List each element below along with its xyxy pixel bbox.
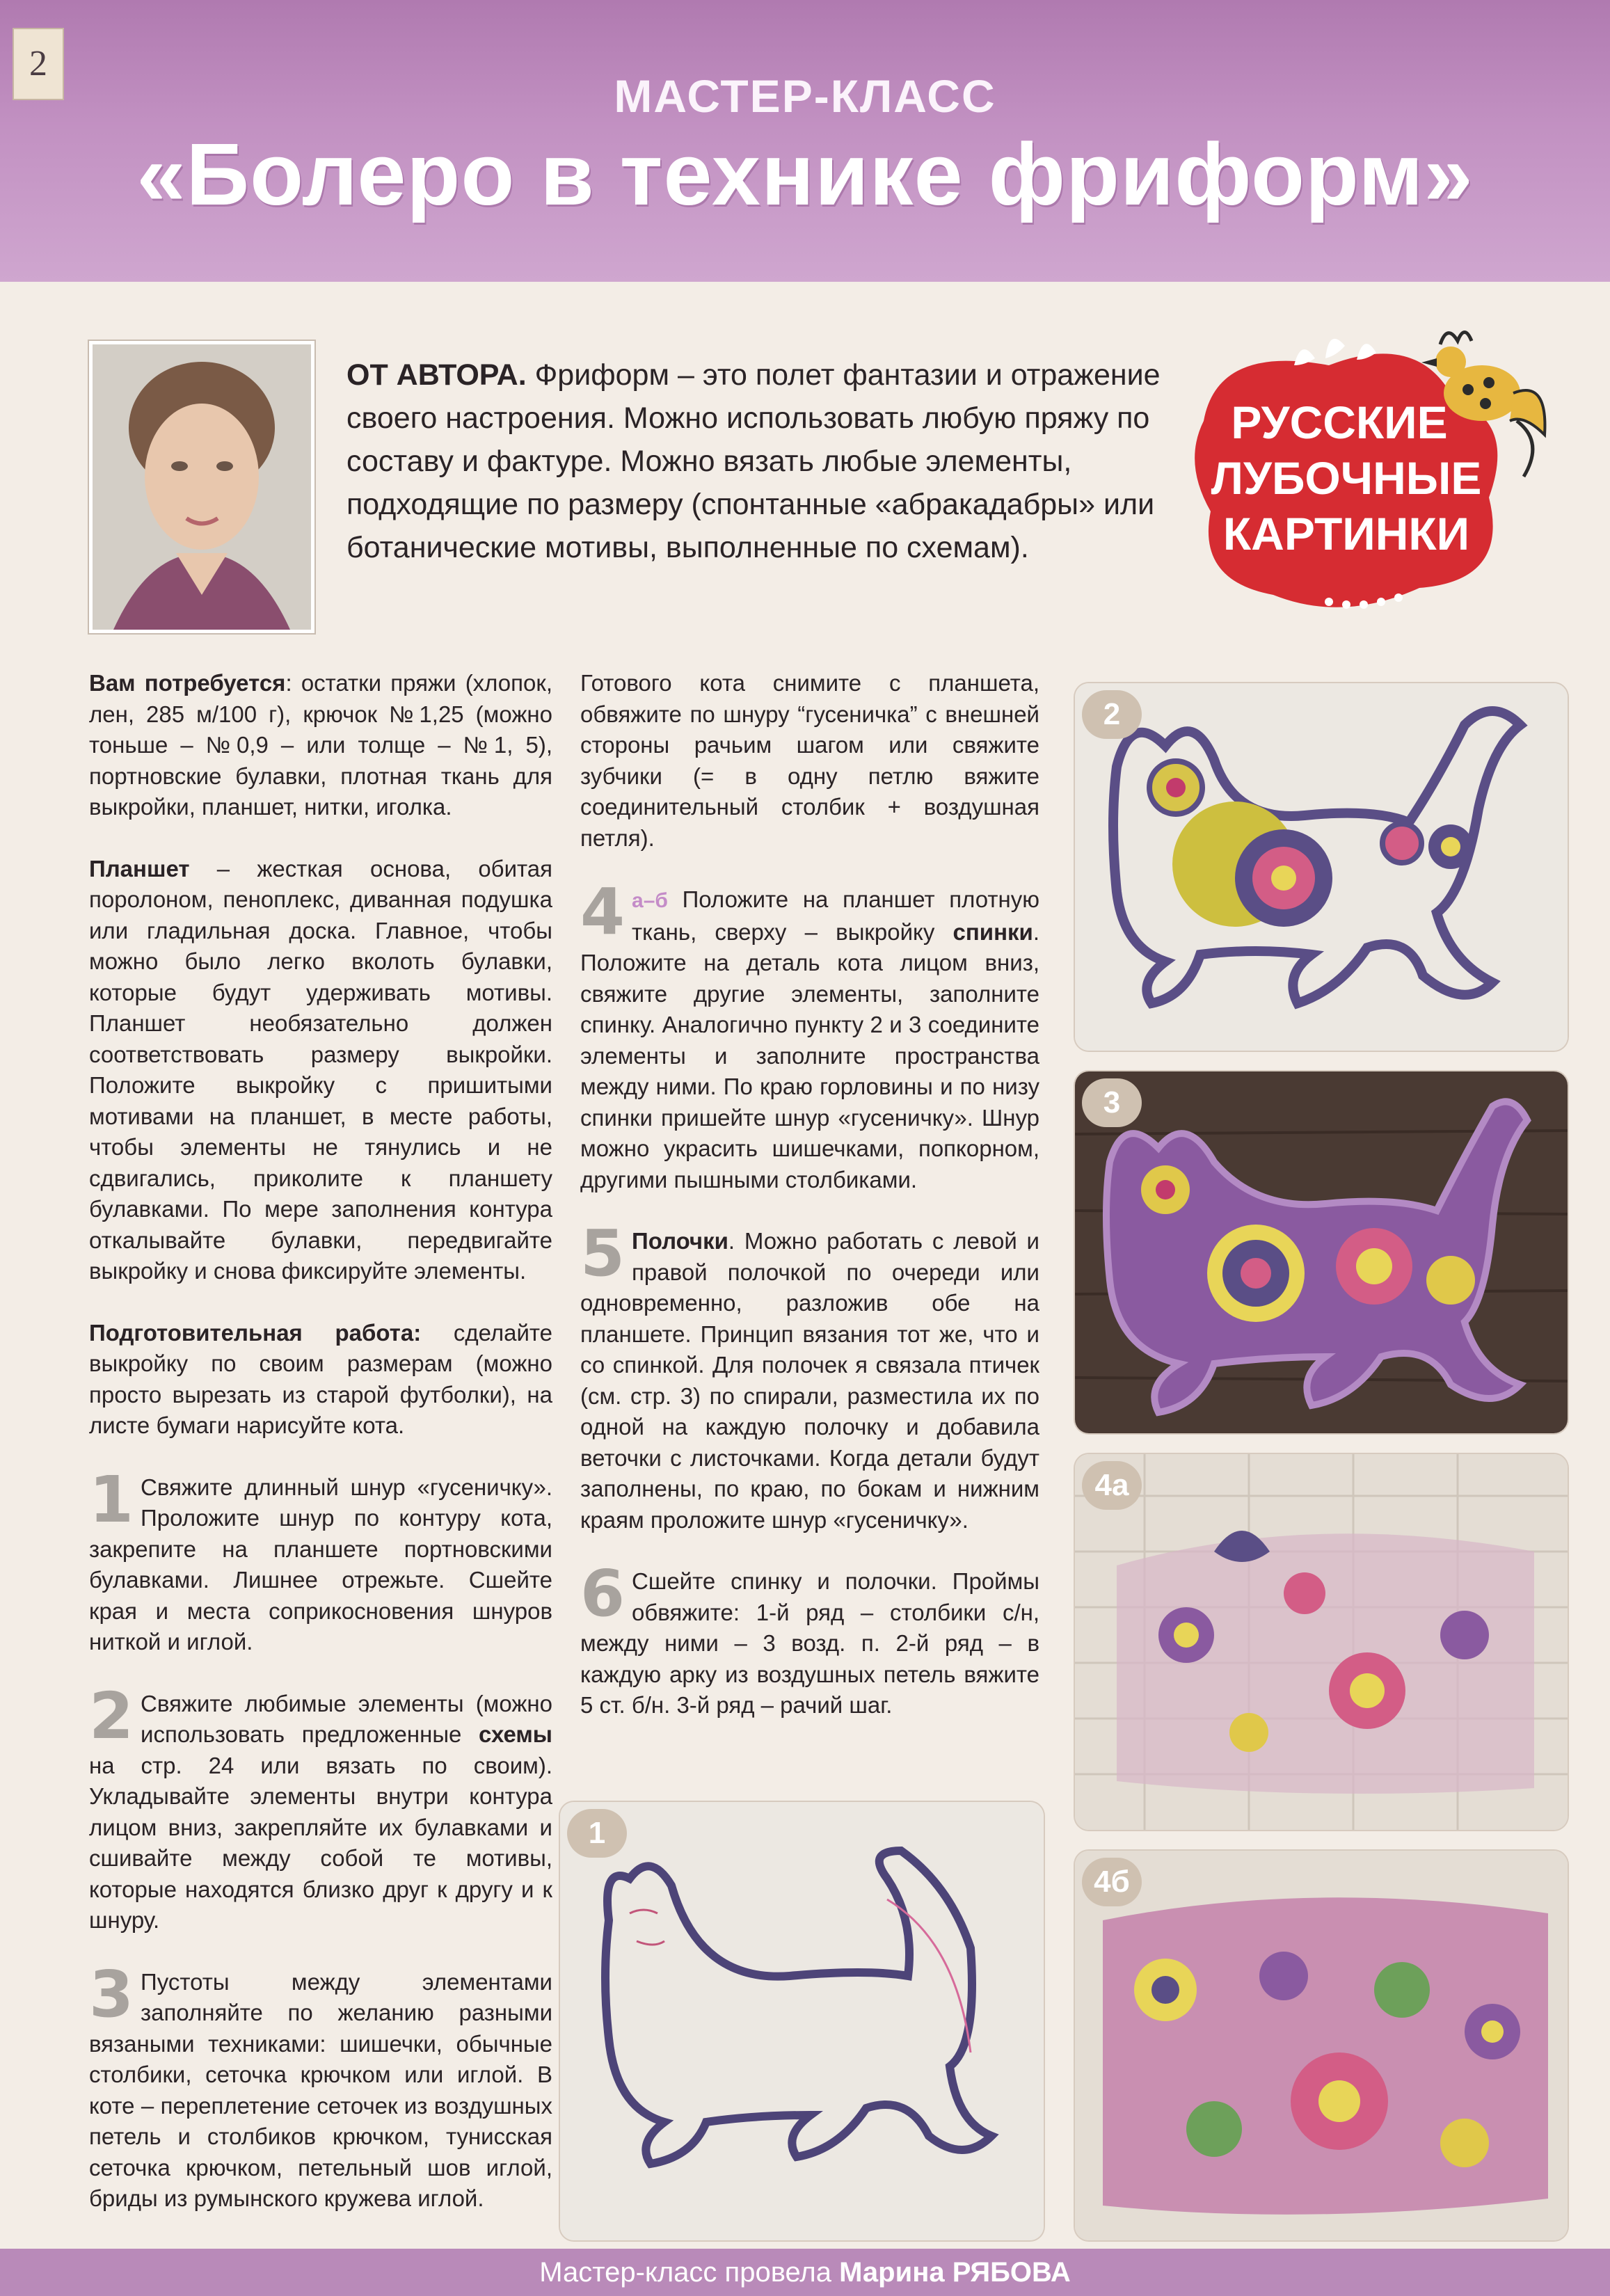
step-2 [89, 1678, 552, 1936]
edging-paragraph: Готового кота снимите с планшета, обвяжите по шнуру “гусеничка” с внешней стороны рачьим шагом или свяжите зубчики (= в одну петлю вяжите соединительный столбик + воздушная петля). [580, 670, 1039, 851]
board-text: – жесткая основа, обитая поролоном, пеноплекс, диванная подушка или гладильная доска. Главное, чтобы можно было легко вколоть булавки, которые будут удерживать мотивы. Планшет необязательно должен соответствовать размеру выкройки. Положите выкройку с пришитыми мотивами на планшет, в месте работы, чтобы элементы не тянулись и не сдвигались, приколите к планшету булавками. По мере заполнения контура откалывайте булавки, передвигайте выкройку и снова фиксируйте элементы. [89, 855, 552, 1284]
text-column-2 [580, 668, 1039, 1752]
photo-step-4b [1075, 1851, 1568, 2240]
step-2-bold: схемы [479, 1721, 552, 1747]
step-4-sub: а–б [632, 889, 668, 912]
prep-paragraph [89, 1318, 552, 1442]
board-paragraph [89, 854, 552, 1287]
step-6 [580, 1556, 1039, 1721]
step-3-text: Пустоты между элементами заполняйте по желанию разными вязаными техниками: шишечки, обычные столбики, сеточка крючком или иглой. В коте – переплетение сеточек из воздушных петель и столбиков крючком, тунисская сеточка крючком, петельный шов иглой, бриды из румынского кружева иглой. [89, 1968, 552, 2211]
step-4-number: 4 [580, 875, 625, 949]
step-2-text-b: на стр. 24 или вязать по своим). Укладывайте элементы внутри контура лицом вниз, закрепляйте их булавками и сшивайте между собой те мотивы, которые находятся близко друг к другу и к шнуру. [89, 1752, 552, 1933]
step-5-label: Полочки [632, 1228, 728, 1254]
step-3-number: 3 [89, 1956, 134, 2032]
needs-label: Вам потребуется [89, 670, 286, 696]
photo-step-1 [560, 1802, 1044, 2240]
logo-line2: ЛУБОЧНЫЕ [1211, 452, 1482, 504]
step-3 [89, 1956, 552, 2215]
photo-badge-2: 2 [1082, 690, 1142, 739]
page-title: «Болеро в технике фриформ» [136, 125, 1474, 223]
step-4 [580, 875, 1039, 1195]
author-intro [346, 353, 1181, 569]
photo-badge-3: 3 [1082, 1078, 1142, 1127]
step-5-number: 5 [580, 1216, 625, 1291]
text-column-1 [89, 668, 552, 2245]
photo-step-3 [1075, 1071, 1568, 1433]
step-2-number: 2 [89, 1678, 134, 1753]
step-4-text-a: Положите на планшет плотную ткань, сверху – выкройку [632, 886, 1039, 945]
photo-badge-4a: 4а [1082, 1461, 1142, 1510]
author-portrait [89, 341, 314, 633]
step-6-text: Сшейте спинку и полочки. Проймы обвяжите: 1-й ряд – столбики с/н, между ними – 3 возд. п. 2-й ряд – в каждую арку из воздушных петель вяжите 5 ст. б/н. 3-й ряд – рачий шаг. [580, 1568, 1039, 1718]
step-4-bold: спинки [953, 918, 1033, 945]
step-2-text-a: Свяжите любимые элементы (можно использовать предложенные [141, 1690, 552, 1747]
intro-text: Фриформ – это полет фантазии и отражение своего настроения. Можно использовать любую пряжу по составу и фактуре. Можно вязать любые элементы, подходящие по размеру (спонтанные «абракадабры» или ботанические мотивы, выполненные по схемам). [346, 358, 1161, 564]
logo-line1: РУССКИЕ [1231, 397, 1448, 448]
photo-step-2 [1075, 683, 1568, 1051]
prep-text: сделайте выкройку по своим размерам (можно просто вырезать из старой футболки), на листе бумаги нарисуйте кота. [89, 1319, 552, 1438]
step-1 [89, 1462, 552, 1658]
photo-badge-1: 1 [567, 1809, 627, 1858]
step-6-number: 6 [580, 1556, 625, 1631]
step-4-text-b: . Положите на деталь кота лицом вниз, свяжите другие элементы, заполните спинку. Аналогично пункту 2 и 3 соедините элементы и заполните пространства между ними. По краю горловины и по низу спинки пришейте шнур «гусеничку». Шнур можно украсить шишечками, попкорном, другими пышными столбиками. [580, 918, 1039, 1193]
footer-credit [0, 2249, 1610, 2296]
step-5 [580, 1216, 1039, 1536]
logo-line3: КАРТИНКИ [1222, 508, 1470, 559]
photo-badge-4b: 4б [1082, 1858, 1142, 1906]
step-1-number: 1 [89, 1462, 134, 1537]
step-1-text: Свяжите длинный шнур «гусеничку». Проложите шнур по контуру кота, закрепите на планшете портновскими булавками. Лишнее отрежьте. Сшейте края и места соприкосновения шнуров ниткой и иглой. [89, 1474, 552, 1655]
needs-text: : остатки пряжи (хлопок, лен, 285 м/100 г), крючок №1,25 (можно тоньше – №0,9 – или толще – №1, 5), портновские булавки, плотная ткань для выкройки, планшет, нитки, иголка. [89, 670, 552, 820]
prep-label: Подготовительная работа: [89, 1319, 422, 1346]
needs-paragraph [89, 668, 552, 823]
russkie-lubochnye-logo [1190, 317, 1552, 623]
intro-lead: ОТ АВТОРА. [346, 358, 527, 392]
board-label: Планшет [89, 855, 190, 882]
page-number: 2 [13, 28, 64, 100]
footer-author: Марина РЯБОВА [839, 2257, 1071, 2288]
section-kicker: МАСТЕР-КЛАСС [614, 70, 996, 122]
footer-text: Мастер-класс провела [539, 2257, 840, 2288]
photo-step-4a [1075, 1454, 1568, 1830]
step-5-text: . Можно работать с левой и правой полочкой по очереди или одновременно, разложив обе на планшете. Принцип вязания тот же, что и со спинкой. Для полочек я связала птичек (см. стр. 3) по спирали, разместила их по одной на каждую полочку и добавила веточки с листочками. Когда детали будут заполнены, по краю, по бокам и нижним краям проложите шнур «гусеничку». [580, 1228, 1039, 1533]
